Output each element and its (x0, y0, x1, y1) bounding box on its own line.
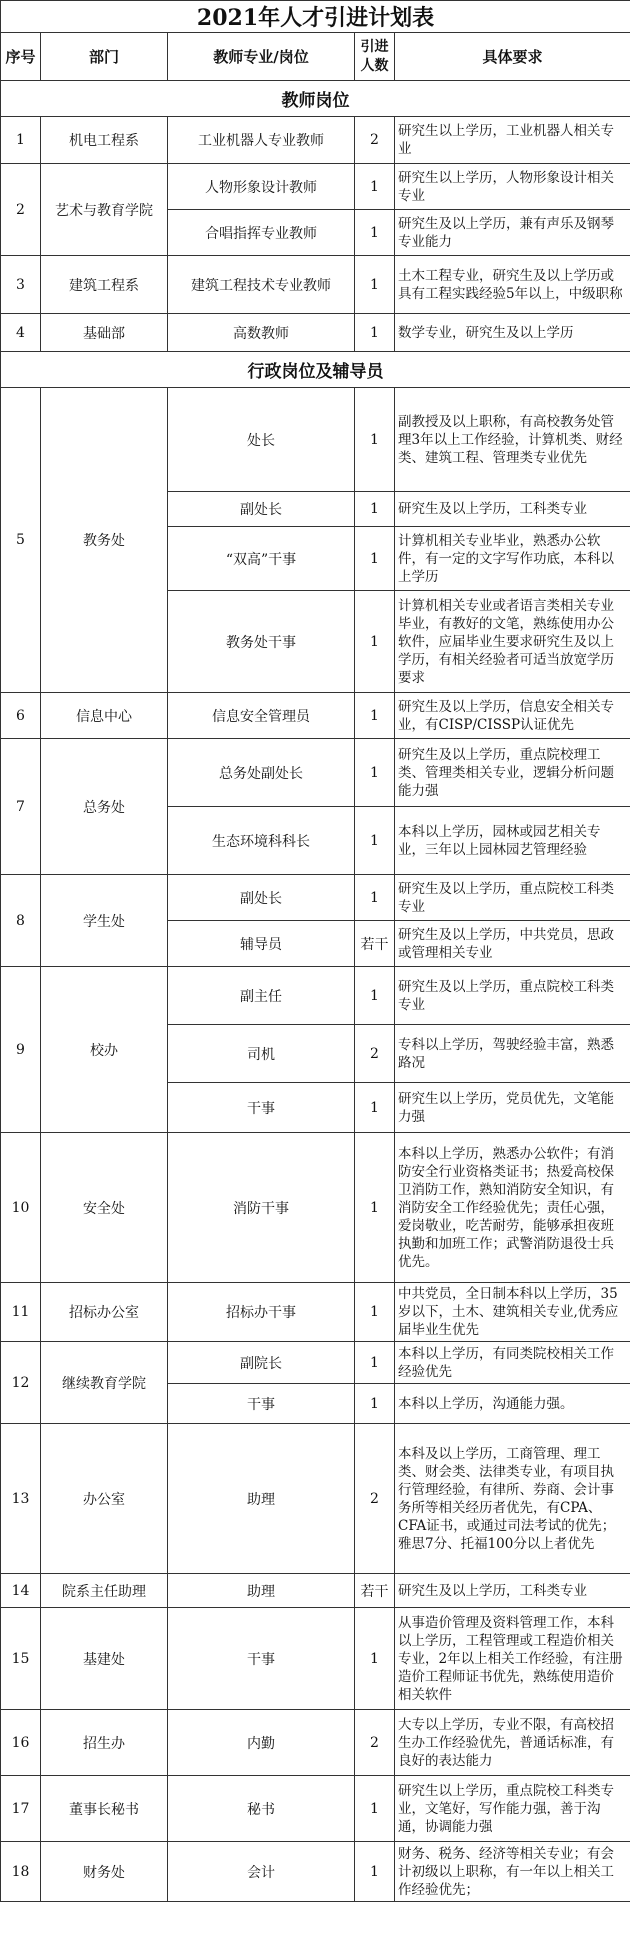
row-requirement: 大专以上学历，专业不限，有高校招生办工作经验优先，普通话标准，有良好的表达能力 (395, 1710, 630, 1776)
table-row (1, 1342, 630, 1384)
row-count: 1 (355, 1083, 395, 1133)
row-no: 7 (1, 739, 41, 875)
row-requirement: 研究生以上学历，党员优先，文笔能力强 (395, 1083, 630, 1133)
row-position: 副主任 (168, 967, 355, 1025)
row-no: 14 (1, 1574, 41, 1608)
row-dept: 基建处 (41, 1608, 168, 1710)
row-count: 1 (355, 256, 395, 314)
table-row (1, 314, 630, 352)
table-row (1, 1776, 630, 1842)
row-requirement: 研究生以上学历，工业机器人相关专业 (395, 117, 630, 164)
row-requirement: 研究生及以上学历，工科类专业 (395, 1574, 630, 1608)
row-requirement: 专科以上学历，驾驶经验丰富，熟悉路况 (395, 1025, 630, 1083)
row-position: 工业机器人专业教师 (168, 117, 355, 164)
row-position: 干事 (168, 1608, 355, 1710)
row-position: 人物形象设计教师 (168, 164, 355, 210)
row-no: 12 (1, 1342, 41, 1424)
row-count: 1 (355, 1384, 395, 1424)
row-requirement: 研究生及以上学历，兼有声乐及钢琴专业能力 (395, 210, 630, 256)
row-requirement: 研究生及以上学历，重点院校工科类专业 (395, 967, 630, 1025)
section-row (1, 81, 630, 117)
row-requirement: 本科以上学历，沟通能力强。 (395, 1384, 630, 1424)
row-count: 1 (355, 164, 395, 210)
row-count: 2 (355, 1025, 395, 1083)
row-requirement: 研究生以上学历，人物形象设计相关专业 (395, 164, 630, 210)
row-position: 合唱指挥专业教师 (168, 210, 355, 256)
row-position: 会计 (168, 1842, 355, 1902)
row-position: 生态环境科科长 (168, 807, 355, 875)
header-count-line2: 人数 (360, 57, 389, 74)
row-count: 1 (355, 967, 395, 1025)
table-row (1, 117, 630, 164)
row-dept: 招生办 (41, 1710, 168, 1776)
row-position: 副处长 (168, 875, 355, 921)
row-count: 1 (355, 1608, 395, 1710)
row-dept: 校办 (41, 967, 168, 1133)
header-dept: 部门 (41, 33, 168, 81)
header-row (1, 33, 630, 81)
row-count: 2 (355, 1710, 395, 1776)
row-count: 1 (355, 314, 395, 352)
row-position: 消防干事 (168, 1133, 355, 1283)
row-count: 1 (355, 739, 395, 807)
row-position: 招标办干事 (168, 1283, 355, 1342)
table-row (1, 164, 630, 210)
table-row (1, 1842, 630, 1902)
row-requirement: 土木工程专业，研究生及以上学历或具有工程实践经验5年以上，中级职称 (395, 256, 630, 314)
row-position: 总务处副处长 (168, 739, 355, 807)
table-row (1, 967, 630, 1025)
row-dept: 教务处 (41, 388, 168, 693)
row-dept: 财务处 (41, 1842, 168, 1902)
row-no: 6 (1, 693, 41, 739)
title-row (1, 1, 630, 33)
row-dept: 学生处 (41, 875, 168, 967)
row-position: 干事 (168, 1384, 355, 1424)
row-dept: 机电工程系 (41, 117, 168, 164)
row-count: 若干 (355, 1574, 395, 1608)
row-no: 11 (1, 1283, 41, 1342)
table-row (1, 1608, 630, 1710)
table-row (1, 1283, 630, 1342)
row-requirement: 计算机相关专业毕业，熟悉办公软件，有一定的文字写作功底，本科以上学历 (395, 527, 630, 591)
row-no: 18 (1, 1842, 41, 1902)
row-position: 副院长 (168, 1342, 355, 1384)
row-dept: 继续教育学院 (41, 1342, 168, 1424)
row-count: 1 (355, 693, 395, 739)
row-no: 13 (1, 1424, 41, 1574)
row-dept: 董事长秘书 (41, 1776, 168, 1842)
row-dept: 办公室 (41, 1424, 168, 1574)
row-position: 副处长 (168, 492, 355, 527)
row-count: 1 (355, 1133, 395, 1283)
row-requirement: 本科及以上学历，工商管理、理工类、财会类、法律类专业，有项目执行管理经验，有律所、券商、会计事务所等相关经历者优先，有CPA、CFA证书，或通过司法考试的优先；雅思7分、托福100分以上者优先 (395, 1424, 630, 1574)
row-position: 秘书 (168, 1776, 355, 1842)
row-no: 10 (1, 1133, 41, 1283)
row-position: 信息安全管理员 (168, 693, 355, 739)
row-requirement: 研究生及以上学历，重点院校工科类专业 (395, 875, 630, 921)
row-position: 教务处干事 (168, 591, 355, 693)
row-dept: 招标办公室 (41, 1283, 168, 1342)
row-position: 内勤 (168, 1710, 355, 1776)
row-count: 1 (355, 210, 395, 256)
row-position: 建筑工程技术专业教师 (168, 256, 355, 314)
row-count: 2 (355, 1424, 395, 1574)
section-title: 行政岗位及辅导员 (1, 352, 630, 388)
row-dept: 安全处 (41, 1133, 168, 1283)
row-no: 1 (1, 117, 41, 164)
row-count: 1 (355, 1342, 395, 1384)
row-dept: 建筑工程系 (41, 256, 168, 314)
row-requirement: 本科以上学历，熟悉办公软件；有消防安全行业资格类证书；热爱高校保卫消防工作，熟知消防安全知识，有消防安全工作经验优先；责任心强，爱岗敬业，吃苦耐劳，能够承担夜班执勤和加班工作；武警消防退役士兵优先。 (395, 1133, 630, 1283)
table-row (1, 875, 630, 921)
row-no: 5 (1, 388, 41, 693)
section-row (1, 352, 630, 388)
page-title: 2021年人才引进计划表 (1, 1, 630, 33)
row-count: 1 (355, 1283, 395, 1342)
row-count: 1 (355, 807, 395, 875)
row-no: 3 (1, 256, 41, 314)
row-count: 1 (355, 388, 395, 492)
row-requirement: 本科以上学历，园林或园艺相关专业，三年以上园林园艺管理经验 (395, 807, 630, 875)
header-no: 序号 (1, 33, 41, 81)
row-requirement: 本科以上学历，有同类院校相关工作经验优先 (395, 1342, 630, 1384)
row-count: 1 (355, 492, 395, 527)
table-row (1, 739, 630, 807)
header-count-line1: 引进 (360, 38, 389, 55)
row-dept: 艺术与教育学院 (41, 164, 168, 256)
header-position: 教师专业/岗位 (168, 33, 355, 81)
table-row (1, 1133, 630, 1283)
row-dept: 信息中心 (41, 693, 168, 739)
row-requirement: 财务、税务、经济等相关专业；有会计初级以上职称，有一年以上相关工作经验优先； (395, 1842, 630, 1902)
row-count: 1 (355, 875, 395, 921)
header-req: 具体要求 (395, 33, 630, 81)
row-position: “双高”干事 (168, 527, 355, 591)
row-count: 1 (355, 1776, 395, 1842)
row-count: 1 (355, 591, 395, 693)
row-requirement: 从事造价管理及资料管理工作，本科以上学历，工程管理或工程造价相关专业，2年以上相关工作经验，有注册造价工程师证书优先，熟练使用造价相关软件 (395, 1608, 630, 1710)
row-no: 15 (1, 1608, 41, 1710)
row-no: 8 (1, 875, 41, 967)
row-requirement: 副教授及以上职称，有高校教务处管理3年以上工作经验，计算机类、财经类、建筑工程、管理类专业优先 (395, 388, 630, 492)
row-no: 4 (1, 314, 41, 352)
row-position: 处长 (168, 388, 355, 492)
row-dept: 基础部 (41, 314, 168, 352)
row-requirement: 数学专业，研究生及以上学历 (395, 314, 630, 352)
table-row (1, 388, 630, 492)
row-position: 司机 (168, 1025, 355, 1083)
row-position: 助理 (168, 1424, 355, 1574)
row-count: 1 (355, 527, 395, 591)
header-count (355, 33, 395, 81)
row-no: 17 (1, 1776, 41, 1842)
row-count: 2 (355, 117, 395, 164)
section-title: 教师岗位 (1, 81, 630, 117)
row-requirement: 计算机相关专业或者语言类相关专业毕业，有教好的文笔，熟练使用办公软件，应届毕业生要求研究生及以上学历，有相关经验者可适当放宽学历要求 (395, 591, 630, 693)
row-requirement: 中共党员，全日制本科以上学历，35岁以下，土木、建筑相关专业,优秀应届毕业生优先 (395, 1283, 630, 1342)
row-requirement: 研究生及以上学历，中共党员，思政或管理相关专业 (395, 921, 630, 967)
table-row (1, 1574, 630, 1608)
row-position: 助理 (168, 1574, 355, 1608)
row-no: 9 (1, 967, 41, 1133)
row-position: 辅导员 (168, 921, 355, 967)
row-position: 高数教师 (168, 314, 355, 352)
row-dept: 总务处 (41, 739, 168, 875)
row-requirement: 研究生及以上学历，工科类专业 (395, 492, 630, 527)
table-row (1, 693, 630, 739)
table-row (1, 1424, 630, 1574)
table-row (1, 256, 630, 314)
row-count: 若干 (355, 921, 395, 967)
row-position: 干事 (168, 1083, 355, 1133)
row-requirement: 研究生以上学历，重点院校工科类专业，文笔好，写作能力强，善于沟通，协调能力强 (395, 1776, 630, 1842)
row-dept: 院系主任助理 (41, 1574, 168, 1608)
table-row (1, 1710, 630, 1776)
row-requirement: 研究生及以上学历，信息安全相关专业，有CISP/CISSP认证优先 (395, 693, 630, 739)
row-count: 1 (355, 1842, 395, 1902)
row-no: 16 (1, 1710, 41, 1776)
row-requirement: 研究生及以上学历，重点院校理工类、管理类相关专业，逻辑分析问题能力强 (395, 739, 630, 807)
row-no: 2 (1, 164, 41, 256)
